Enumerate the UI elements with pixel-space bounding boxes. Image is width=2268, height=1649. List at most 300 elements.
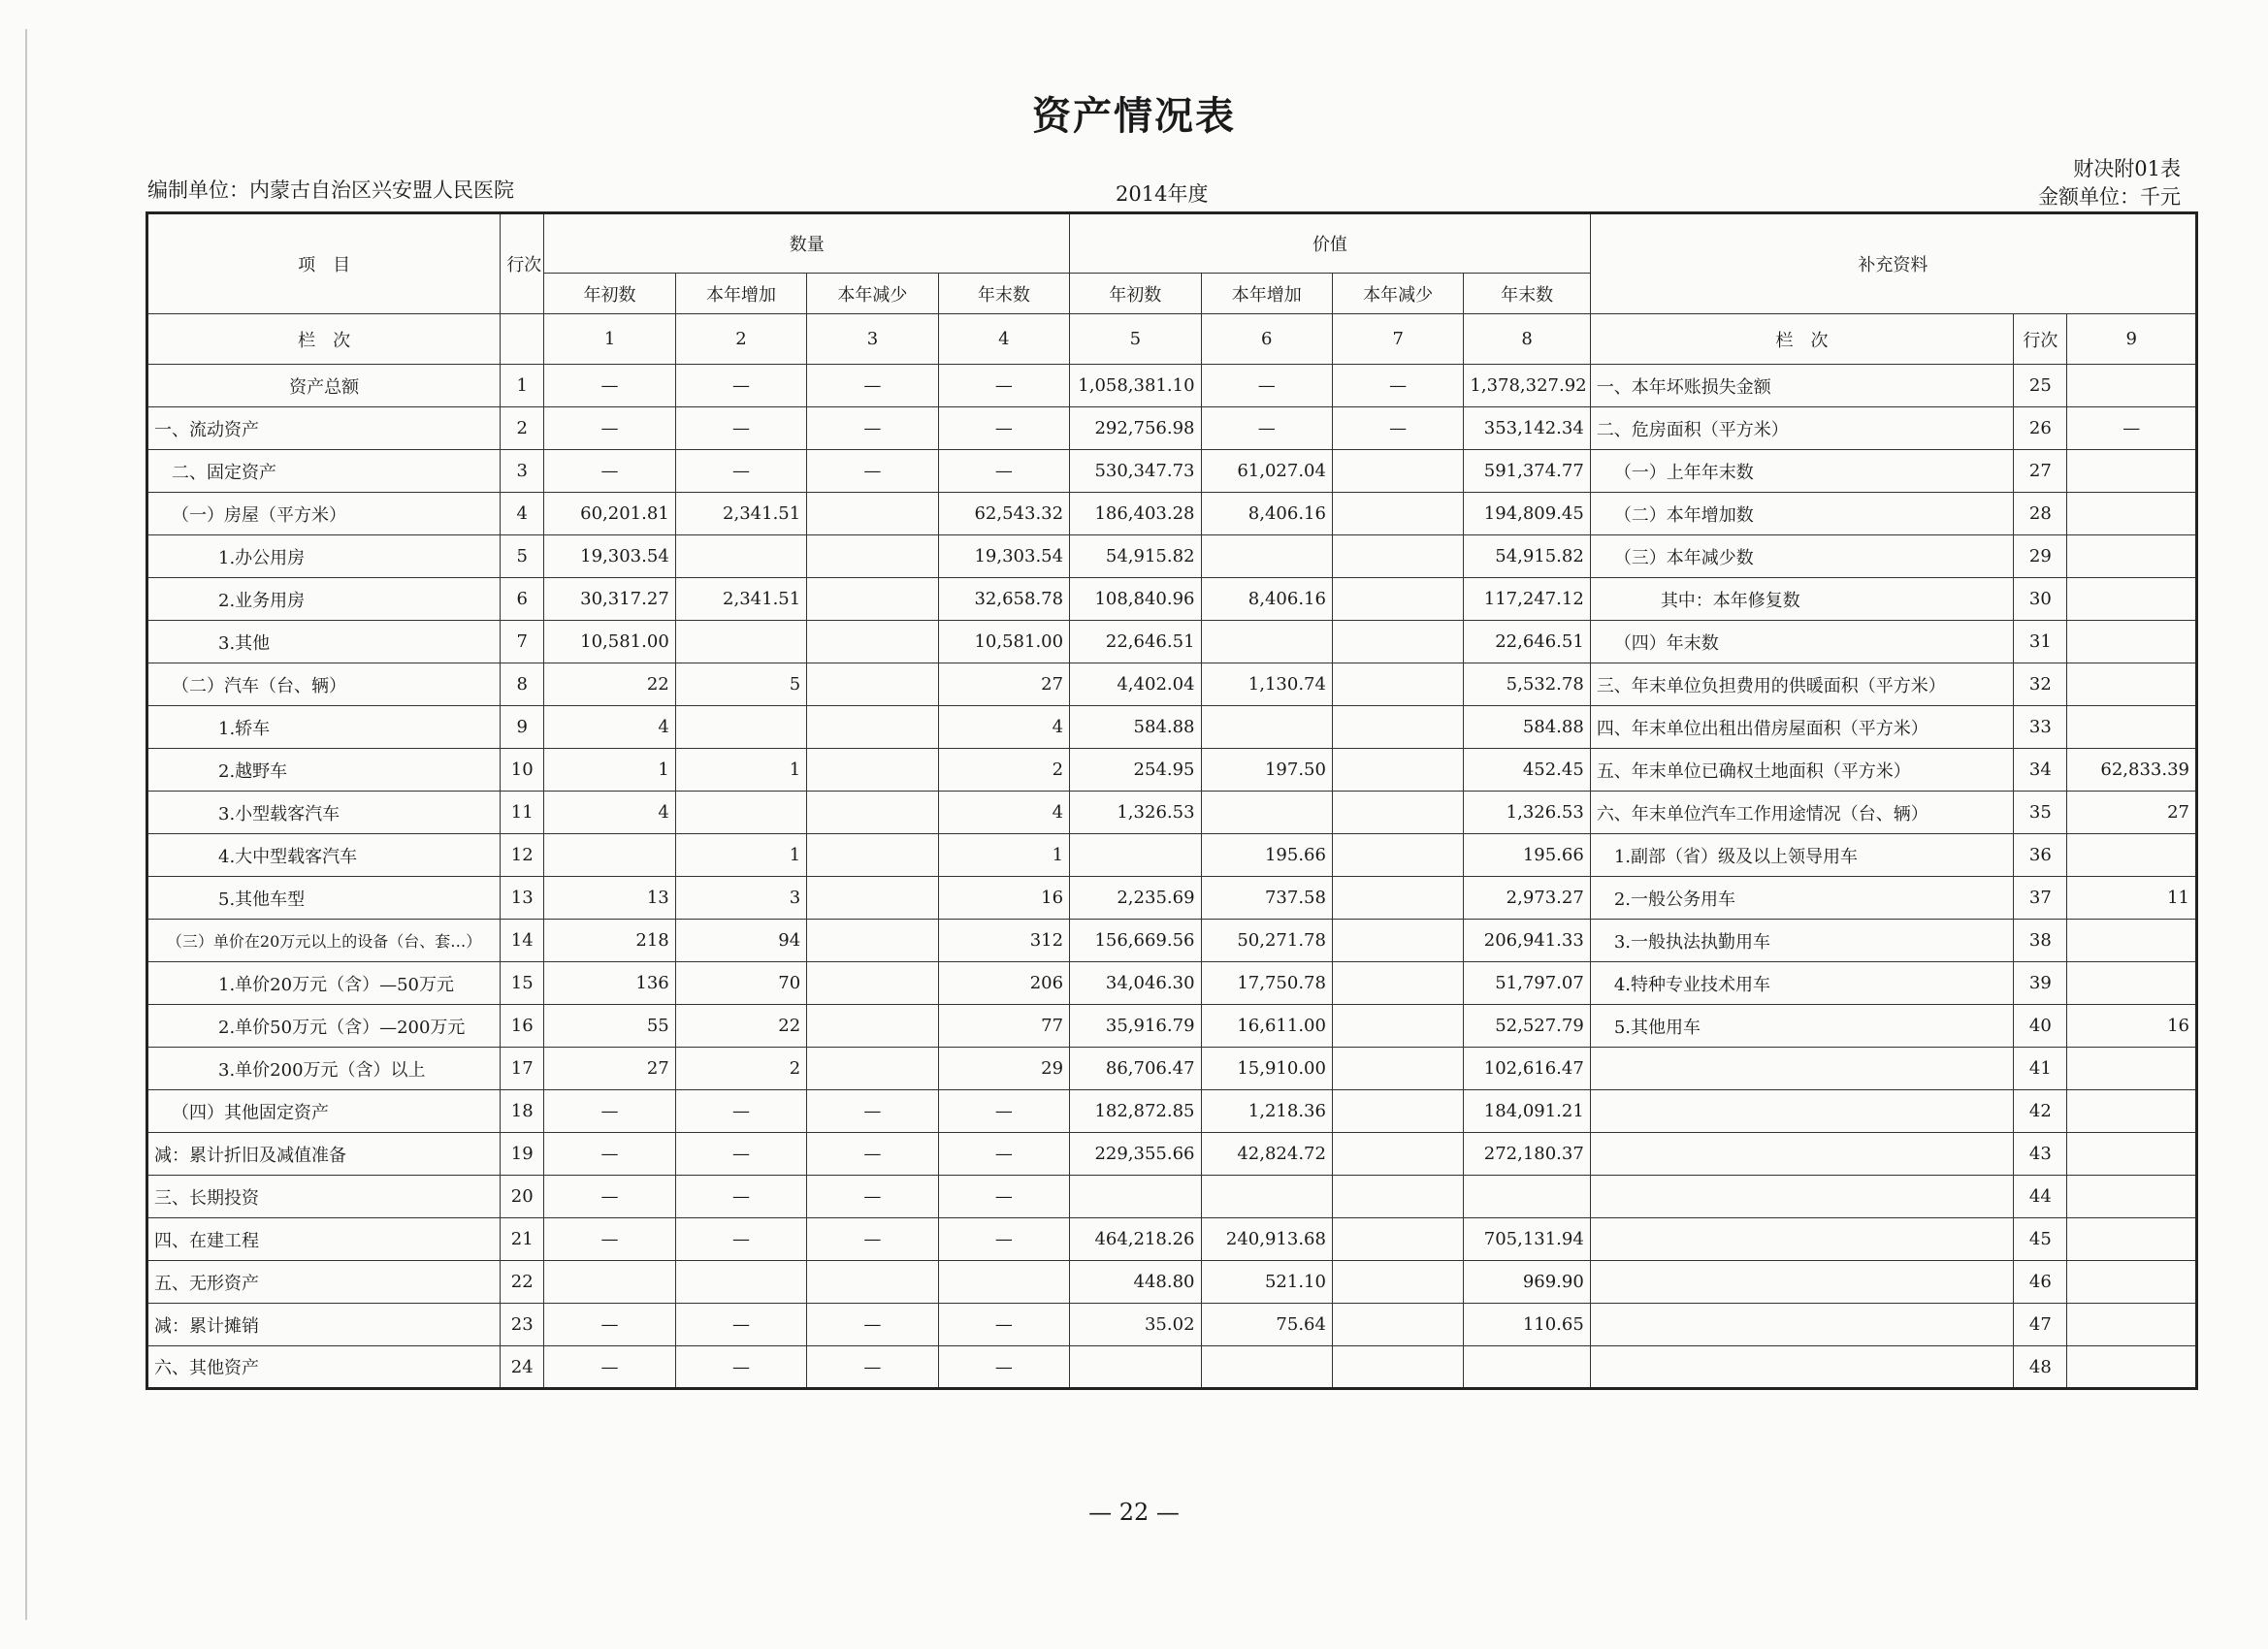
row-line-no: 4: [501, 493, 544, 535]
value-sub: [1332, 1133, 1463, 1176]
supp-line-no: 28: [2014, 493, 2067, 535]
value-end: 705,131.94: [1464, 1218, 1590, 1261]
supp-line-no: 33: [2014, 706, 2067, 749]
value-end: 102,616.47: [1464, 1048, 1590, 1090]
value-begin: 229,355.66: [1070, 1133, 1201, 1176]
table-row: [147, 1304, 2197, 1346]
qty-add: —: [675, 1133, 806, 1176]
row-item: 3.其他: [147, 621, 501, 663]
value-add: 1,130.74: [1201, 663, 1332, 706]
supp-value: [2067, 962, 2197, 1005]
supp-line-no: 45: [2014, 1218, 2067, 1261]
header-col-label: 栏 次: [147, 314, 501, 365]
value-end: [1464, 1176, 1590, 1218]
table-row: [147, 792, 2197, 834]
row-item: 一、流动资产: [147, 407, 501, 450]
row-line-no: 8: [501, 663, 544, 706]
qty-end: —: [938, 450, 1069, 493]
qty-begin: —: [544, 450, 675, 493]
supp-value: [2067, 1090, 2197, 1133]
header-q-end: 年末数: [938, 274, 1069, 314]
value-begin: 186,403.28: [1070, 493, 1201, 535]
supp-line-no: 46: [2014, 1261, 2067, 1304]
value-begin: 2,235.69: [1070, 877, 1201, 920]
qty-end: 312: [938, 920, 1069, 962]
value-end: 206,941.33: [1464, 920, 1590, 962]
row-line-no: 9: [501, 706, 544, 749]
supp-item: 四、年末单位出租出借房屋面积（平方米）: [1590, 706, 2013, 749]
qty-begin: —: [544, 365, 675, 407]
row-line-no: 1: [501, 365, 544, 407]
value-add: [1201, 792, 1332, 834]
value-begin: 35,916.79: [1070, 1005, 1201, 1048]
table-row: [147, 749, 2197, 792]
supp-line-no: 27: [2014, 450, 2067, 493]
row-item: 三、长期投资: [147, 1176, 501, 1218]
qty-end: 77: [938, 1005, 1069, 1048]
qty-sub: [807, 920, 938, 962]
qty-sub: —: [807, 1133, 938, 1176]
row-item: 六、其他资产: [147, 1346, 501, 1389]
row-line-no: 3: [501, 450, 544, 493]
value-add: 8,406.16: [1201, 493, 1332, 535]
qty-sub: [807, 706, 938, 749]
qty-end: —: [938, 1176, 1069, 1218]
qty-end: —: [938, 1218, 1069, 1261]
qty-sub: [807, 1005, 938, 1048]
supp-item: （三）本年减少数: [1590, 535, 2013, 578]
table-row: [147, 578, 2197, 621]
qty-add: —: [675, 1090, 806, 1133]
supp-item: 五、年末单位已确权土地面积（平方米）: [1590, 749, 2013, 792]
supp-value: —: [2067, 407, 2197, 450]
row-line-no: 17: [501, 1048, 544, 1090]
reporting-unit: 编制单位：内蒙古自治区兴安盟人民医院: [147, 178, 514, 202]
qty-begin: —: [544, 1218, 675, 1261]
value-sub: [1332, 706, 1463, 749]
table-row: [147, 1218, 2197, 1261]
value-sub: [1332, 578, 1463, 621]
value-begin: 156,669.56: [1070, 920, 1201, 962]
qty-end: 1: [938, 834, 1069, 877]
table-row: [147, 407, 2197, 450]
value-sub: [1332, 1005, 1463, 1048]
header-col-5: 5: [1070, 314, 1201, 365]
header-quantity: 数量: [544, 213, 1070, 274]
row-item: 5.其他车型: [147, 877, 501, 920]
supp-line-no: 30: [2014, 578, 2067, 621]
qty-add: 2: [675, 1048, 806, 1090]
table-row: [147, 834, 2197, 877]
qty-end: 29: [938, 1048, 1069, 1090]
value-end: 184,091.21: [1464, 1090, 1590, 1133]
supp-line-no: 40: [2014, 1005, 2067, 1048]
value-sub: —: [1332, 407, 1463, 450]
row-item: （二）汽车（台、辆）: [147, 663, 501, 706]
table-row: [147, 877, 2197, 920]
qty-begin: 4: [544, 706, 675, 749]
value-sub: [1332, 663, 1463, 706]
value-add: 61,027.04: [1201, 450, 1332, 493]
value-sub: [1332, 1176, 1463, 1218]
supp-item: 其中：本年修复数: [1590, 578, 2013, 621]
qty-end: 4: [938, 706, 1069, 749]
qty-begin: 218: [544, 920, 675, 962]
supp-value: [2067, 1346, 2197, 1389]
value-begin: 448.80: [1070, 1261, 1201, 1304]
qty-add: 2,341.51: [675, 493, 806, 535]
value-end: 272,180.37: [1464, 1133, 1590, 1176]
qty-end: 32,658.78: [938, 578, 1069, 621]
supp-item: 1.副部（省）级及以上领导用车: [1590, 834, 2013, 877]
value-add: 197.50: [1201, 749, 1332, 792]
value-sub: [1332, 1261, 1463, 1304]
supp-item: 4.特种专业技术用车: [1590, 962, 2013, 1005]
supp-item: （四）年末数: [1590, 621, 2013, 663]
row-item: （四）其他固定资产: [147, 1090, 501, 1133]
qty-end: —: [938, 1133, 1069, 1176]
value-add: [1201, 535, 1332, 578]
row-line-no: 19: [501, 1133, 544, 1176]
table-row: [147, 621, 2197, 663]
qty-end: 206: [938, 962, 1069, 1005]
value-add: 8,406.16: [1201, 578, 1332, 621]
row-item: （一）房屋（平方米）: [147, 493, 501, 535]
qty-add: 5: [675, 663, 806, 706]
row-item: （三）单价在20万元以上的设备（台、套…）: [147, 920, 501, 962]
row-line-no: 15: [501, 962, 544, 1005]
qty-sub: —: [807, 1304, 938, 1346]
value-add: 737.58: [1201, 877, 1332, 920]
header-v-add: 本年增加: [1201, 274, 1332, 314]
row-item: 3.小型载客汽车: [147, 792, 501, 834]
header-line-no: 行次: [501, 213, 544, 314]
header-q-sub: 本年减少: [807, 274, 938, 314]
supp-value: 16: [2067, 1005, 2197, 1048]
supp-line-no: 42: [2014, 1090, 2067, 1133]
supp-line-no: 43: [2014, 1133, 2067, 1176]
value-end: 353,142.34: [1464, 407, 1590, 450]
row-item: 减：累计折旧及减值准备: [147, 1133, 501, 1176]
value-sub: [1332, 1304, 1463, 1346]
value-begin: 182,872.85: [1070, 1090, 1201, 1133]
value-begin: 4,402.04: [1070, 663, 1201, 706]
row-line-no: 6: [501, 578, 544, 621]
row-item: 二、固定资产: [147, 450, 501, 493]
table-row: [147, 1005, 2197, 1048]
qty-add: 94: [675, 920, 806, 962]
qty-end: —: [938, 1090, 1069, 1133]
header-supp-line-no: 行次: [2014, 314, 2067, 365]
qty-end: 16: [938, 877, 1069, 920]
row-item: 四、在建工程: [147, 1218, 501, 1261]
qty-sub: [807, 1261, 938, 1304]
value-begin: 86,706.47: [1070, 1048, 1201, 1090]
row-line-no: 2: [501, 407, 544, 450]
qty-sub: —: [807, 1090, 938, 1133]
qty-begin: —: [544, 1090, 675, 1133]
table-code: 财决附01表: [2073, 157, 2181, 180]
qty-begin: 27: [544, 1048, 675, 1090]
qty-end: —: [938, 365, 1069, 407]
header-item: 项 目: [147, 213, 501, 314]
row-line-no: 23: [501, 1304, 544, 1346]
table-row: [147, 962, 2197, 1005]
supp-value: [2067, 920, 2197, 962]
supp-item: [1590, 1090, 2013, 1133]
qty-sub: [807, 962, 938, 1005]
value-end: 54,915.82: [1464, 535, 1590, 578]
qty-add: 70: [675, 962, 806, 1005]
value-begin: 22,646.51: [1070, 621, 1201, 663]
supp-value: [2067, 706, 2197, 749]
row-line-no: 11: [501, 792, 544, 834]
value-begin: 54,915.82: [1070, 535, 1201, 578]
value-begin: 1,326.53: [1070, 792, 1201, 834]
qty-begin: [544, 834, 675, 877]
supp-value: 62,833.39: [2067, 749, 2197, 792]
qty-add: —: [675, 407, 806, 450]
row-line-no: 18: [501, 1090, 544, 1133]
qty-end: 62,543.32: [938, 493, 1069, 535]
value-add: [1201, 621, 1332, 663]
value-end: 194,809.45: [1464, 493, 1590, 535]
supp-value: [2067, 1133, 2197, 1176]
value-end: 1,326.53: [1464, 792, 1590, 834]
qty-add: [675, 706, 806, 749]
value-sub: [1332, 1090, 1463, 1133]
qty-add: —: [675, 1346, 806, 1389]
qty-sub: —: [807, 1176, 938, 1218]
value-add: 15,910.00: [1201, 1048, 1332, 1090]
value-add: [1201, 706, 1332, 749]
qty-end: 27: [938, 663, 1069, 706]
supp-item: [1590, 1346, 2013, 1389]
supp-value: [2067, 493, 2197, 535]
supp-line-no: 47: [2014, 1304, 2067, 1346]
value-sub: [1332, 1048, 1463, 1090]
supp-value: [2067, 535, 2197, 578]
qty-sub: [807, 877, 938, 920]
header-col-1: 1: [544, 314, 675, 365]
row-line-no: 21: [501, 1218, 544, 1261]
value-sub: [1332, 962, 1463, 1005]
supp-item: [1590, 1218, 2013, 1261]
value-sub: —: [1332, 365, 1463, 407]
value-sub: [1332, 621, 1463, 663]
qty-begin: 4: [544, 792, 675, 834]
value-begin: [1070, 1176, 1201, 1218]
header-col-3: 3: [807, 314, 938, 365]
qty-end: 4: [938, 792, 1069, 834]
value-begin: 1,058,381.10: [1070, 365, 1201, 407]
row-item: 减：累计摊销: [147, 1304, 501, 1346]
row-item: 1.单价20万元（含）—50万元: [147, 962, 501, 1005]
supp-line-no: 32: [2014, 663, 2067, 706]
row-item: 1.办公用房: [147, 535, 501, 578]
header-value: 价值: [1070, 213, 1591, 274]
qty-begin: 30,317.27: [544, 578, 675, 621]
qty-sub: [807, 663, 938, 706]
supp-value: [2067, 621, 2197, 663]
header-q-begin: 年初数: [544, 274, 675, 314]
supp-item: （二）本年增加数: [1590, 493, 2013, 535]
supp-item: [1590, 1133, 2013, 1176]
value-end: 51,797.07: [1464, 962, 1590, 1005]
table-row: [147, 1261, 2197, 1304]
value-end: 969.90: [1464, 1261, 1590, 1304]
qty-add: 1: [675, 749, 806, 792]
supp-item: 三、年末单位负担费用的供暖面积（平方米）: [1590, 663, 2013, 706]
supp-value: 27: [2067, 792, 2197, 834]
qty-begin: 22: [544, 663, 675, 706]
row-line-no: 5: [501, 535, 544, 578]
value-add: —: [1201, 365, 1332, 407]
value-begin: 108,840.96: [1070, 578, 1201, 621]
qty-sub: —: [807, 1346, 938, 1389]
supp-item: 六、年末单位汽车工作用途情况（台、辆）: [1590, 792, 2013, 834]
value-add: 16,611.00: [1201, 1005, 1332, 1048]
header-v-begin: 年初数: [1070, 274, 1201, 314]
supp-value: [2067, 663, 2197, 706]
asset-table: [146, 211, 2198, 1390]
row-line-no: 24: [501, 1346, 544, 1389]
value-end: 22,646.51: [1464, 621, 1590, 663]
table-row: [147, 706, 2197, 749]
supp-item: 2.一般公务用车: [1590, 877, 2013, 920]
table-row: [147, 663, 2197, 706]
value-begin: 530,347.73: [1070, 450, 1201, 493]
page-number: — 22 —: [1088, 1499, 1180, 1526]
qty-begin: 10,581.00: [544, 621, 675, 663]
qty-sub: [807, 621, 938, 663]
header-col-blank: [501, 314, 544, 365]
supp-line-no: 44: [2014, 1176, 2067, 1218]
value-end: 5,532.78: [1464, 663, 1590, 706]
table-row: [147, 920, 2197, 962]
qty-begin: 55: [544, 1005, 675, 1048]
qty-add: —: [675, 1304, 806, 1346]
supp-value: [2067, 365, 2197, 407]
row-item: 2.业务用房: [147, 578, 501, 621]
table-row: [147, 1048, 2197, 1090]
qty-sub: [807, 792, 938, 834]
qty-end: —: [938, 407, 1069, 450]
value-add: 195.66: [1201, 834, 1332, 877]
supp-item: 3.一般执法执勤用车: [1590, 920, 2013, 962]
header-v-sub: 本年减少: [1332, 274, 1463, 314]
qty-end: 19,303.54: [938, 535, 1069, 578]
table-row: [147, 1090, 2197, 1133]
row-item: 4.大中型载客汽车: [147, 834, 501, 877]
table-row: [147, 493, 2197, 535]
row-item: 3.单价200万元（含）以上: [147, 1048, 501, 1090]
value-end: 110.65: [1464, 1304, 1590, 1346]
value-end: 591,374.77: [1464, 450, 1590, 493]
qty-end: 10,581.00: [938, 621, 1069, 663]
row-item: 2.越野车: [147, 749, 501, 792]
supp-item: （一）上年年末数: [1590, 450, 2013, 493]
supp-line-no: 31: [2014, 621, 2067, 663]
table-row: [147, 535, 2197, 578]
qty-add: —: [675, 1218, 806, 1261]
row-item: 资产总额: [147, 365, 501, 407]
value-begin: [1070, 1346, 1201, 1389]
qty-begin: —: [544, 1304, 675, 1346]
value-end: 2,973.27: [1464, 877, 1590, 920]
value-begin: 34,046.30: [1070, 962, 1201, 1005]
qty-end: 2: [938, 749, 1069, 792]
value-begin: 254.95: [1070, 749, 1201, 792]
value-sub: [1332, 792, 1463, 834]
qty-add: 3: [675, 877, 806, 920]
qty-add: [675, 621, 806, 663]
value-add: [1201, 1176, 1332, 1218]
qty-add: 2,341.51: [675, 578, 806, 621]
row-line-no: 22: [501, 1261, 544, 1304]
row-item: 1.轿车: [147, 706, 501, 749]
value-begin: 292,756.98: [1070, 407, 1201, 450]
supp-item: [1590, 1261, 2013, 1304]
value-end: 1,378,327.92: [1464, 365, 1590, 407]
qty-add: [675, 792, 806, 834]
row-line-no: 10: [501, 749, 544, 792]
supp-line-no: 25: [2014, 365, 2067, 407]
value-end: 584.88: [1464, 706, 1590, 749]
page-title: 资产情况表: [1032, 94, 1236, 139]
qty-begin: —: [544, 1346, 675, 1389]
value-add: 50,271.78: [1201, 920, 1332, 962]
value-add: 75.64: [1201, 1304, 1332, 1346]
supp-line-no: 38: [2014, 920, 2067, 962]
supp-item: 二、危房面积（平方米）: [1590, 407, 2013, 450]
supp-value: [2067, 1218, 2197, 1261]
supp-line-no: 29: [2014, 535, 2067, 578]
supp-value: [2067, 1176, 2197, 1218]
supp-value: 11: [2067, 877, 2197, 920]
value-sub: [1332, 1218, 1463, 1261]
qty-add: [675, 1261, 806, 1304]
value-end: 452.45: [1464, 749, 1590, 792]
row-line-no: 16: [501, 1005, 544, 1048]
header-col-7: 7: [1332, 314, 1463, 365]
value-add: —: [1201, 407, 1332, 450]
table-row: [147, 365, 2197, 407]
qty-sub: —: [807, 365, 938, 407]
row-line-no: 12: [501, 834, 544, 877]
supp-line-no: 26: [2014, 407, 2067, 450]
supp-value: [2067, 578, 2197, 621]
qty-add: 22: [675, 1005, 806, 1048]
value-add: 42,824.72: [1201, 1133, 1332, 1176]
scan-edge-line: [25, 29, 27, 1620]
qty-sub: —: [807, 450, 938, 493]
qty-add: —: [675, 365, 806, 407]
value-add: 240,913.68: [1201, 1218, 1332, 1261]
supp-value: [2067, 1261, 2197, 1304]
qty-add: 1: [675, 834, 806, 877]
qty-sub: —: [807, 1218, 938, 1261]
qty-end: [938, 1261, 1069, 1304]
value-sub: [1332, 749, 1463, 792]
supp-value: [2067, 1304, 2197, 1346]
qty-begin: —: [544, 1176, 675, 1218]
table-row: [147, 1176, 2197, 1218]
value-add: [1201, 1346, 1332, 1389]
row-line-no: 14: [501, 920, 544, 962]
value-sub: [1332, 877, 1463, 920]
supp-line-no: 37: [2014, 877, 2067, 920]
